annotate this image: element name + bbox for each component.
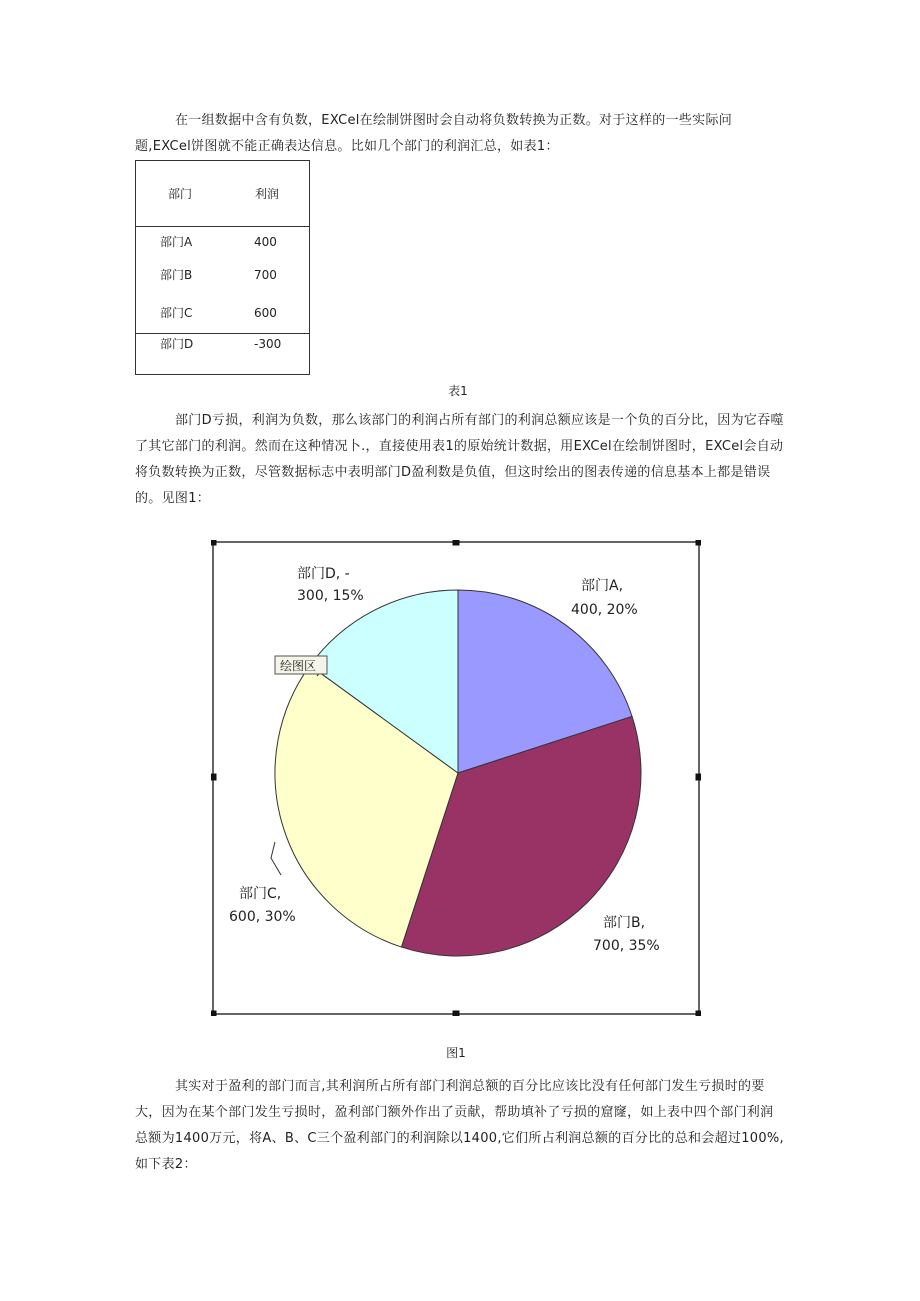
table-divider (136, 333, 309, 334)
resize-handle[interactable] (211, 774, 217, 781)
plot-area-tooltip (275, 656, 327, 674)
table-cell-profit: 700 (254, 268, 277, 282)
slice-label-a-name: 部门A, (581, 578, 624, 594)
table-cell-dept: 部门C (160, 306, 193, 320)
slice-label-d-value: 300, 15% (297, 588, 364, 604)
figure-caption: 图1 (446, 1046, 466, 1060)
resize-handle[interactable] (696, 774, 702, 781)
table-cell-dept: 部门A (160, 235, 193, 249)
profit-table (135, 160, 310, 375)
table-cell-profit: 600 (254, 306, 277, 320)
plot-area-tooltip-text: 绘图区 (280, 659, 317, 673)
table-divider (136, 226, 309, 227)
table-header-profit: 利润 (255, 187, 280, 201)
table-caption: 表1 (448, 384, 468, 398)
table-cell-dept: 部门D (160, 337, 194, 351)
slice-label-b-name: 部门B, (603, 915, 646, 931)
resize-handle[interactable] (696, 1011, 702, 1017)
pie-chart-figure[interactable] (211, 540, 701, 1016)
slice-label-b-value: 700, 35% (593, 938, 660, 954)
slice-label-c-name: 部门C, (239, 886, 282, 902)
resize-handle[interactable] (696, 540, 702, 546)
resize-handle[interactable] (211, 540, 217, 546)
resize-handle[interactable] (211, 1011, 217, 1017)
resize-handle[interactable] (453, 1011, 460, 1017)
pie-slices (275, 590, 641, 956)
table-cell-profit: 400 (254, 235, 277, 249)
slice-label-c-value: 600, 30% (229, 909, 296, 925)
intro-paragraph: 在一组数据中含有负数，EXCel在绘制饼图时会自动将负数转换为正数。对于这样的一些实际问题,EXCel饼图就不能正确表达信息。比如几个部门的利润汇总，如表1： (135, 113, 733, 154)
conclusion-paragraph: 其实对于盈利的部门而言,其利润所占所有部门利润总额的百分比应该比没有任何部门发生亏损时的要大，因为在某个部门发生亏损时，盈利部门额外作出了贡献，帮助填补了亏损的窟窿，如上表中四个部门利润总额为1400万元，将A、B、C三个盈利部门的利润除以1400,它们所占利润总额的百分比的总和会超过100%,如下表2： (135, 1079, 784, 1172)
explanation-paragraph: 部门D亏损，利润为负数，那么该部门的利润占所有部门的利润总额应该是一个负的百分比，因为它吞噬了其它部门的利润。然而在这种情况卜.，直接使用表1的原始统计数据，用EXCel在绘制饼图时，EXCel会自动将负数转换为正数，尽管数据标志中表明部门D盈利数是负值，但这时绘出的图表传递的信息基本上都是错误的。见图1： (135, 413, 784, 506)
table-cell-profit: -300 (254, 337, 282, 351)
slice-label-d-name: 部门D, - (297, 566, 350, 582)
slice-label-a-value: 400, 20% (571, 602, 638, 618)
resize-handle[interactable] (453, 540, 460, 546)
table-cell-dept: 部门B (160, 268, 193, 282)
table-header-dept: 部门 (168, 187, 193, 201)
